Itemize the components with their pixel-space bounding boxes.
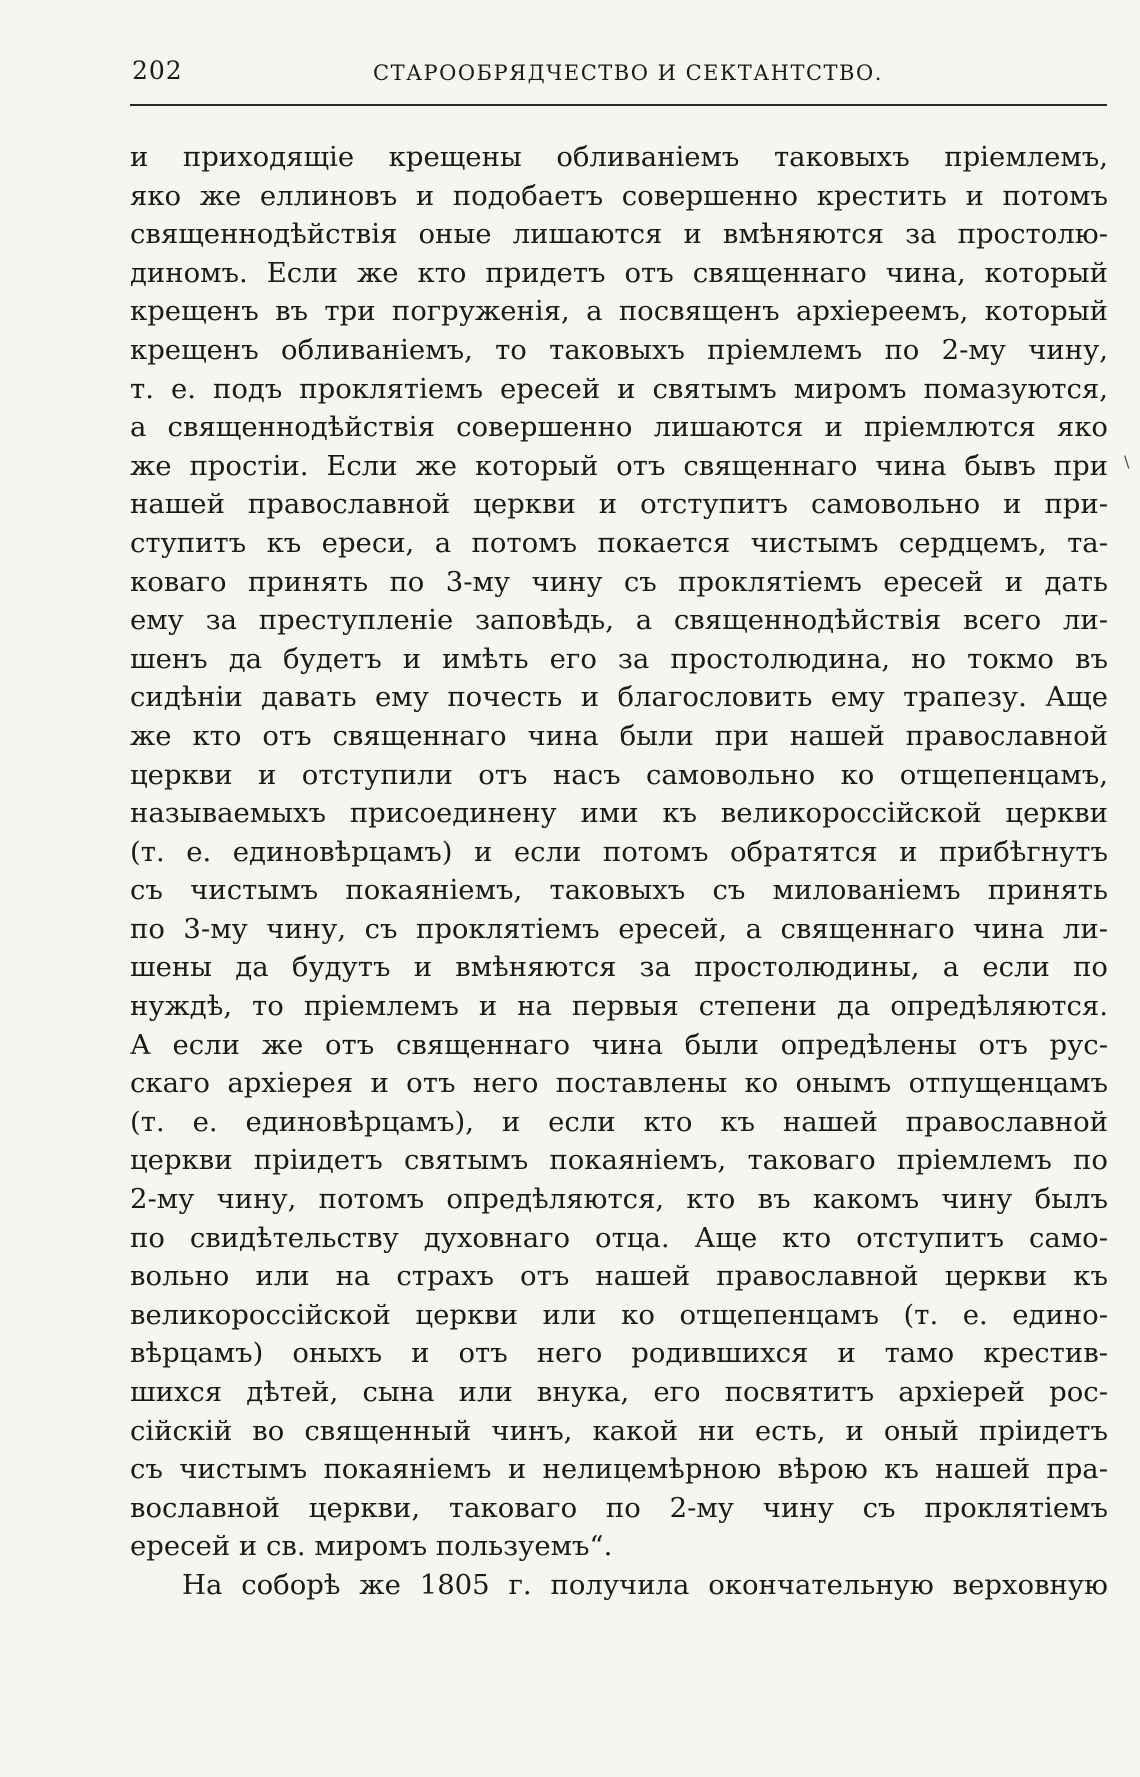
text-line: шены да будутъ и вмѣняются за простолюдины, а если по: [130, 951, 1108, 984]
text-line: нашей православной церкви и отступитъ самовольно и при-: [130, 488, 1108, 521]
text-line: крещенъ въ три погруженія, а посвященъ архіереемъ, который: [130, 295, 1108, 328]
text-line: вославной церкви, таковаго по 2-му чину съ проклятіемъ: [130, 1491, 1108, 1524]
text-line: съ чистымъ покаяніемъ и нелицемѣрною вѣрою къ нашей пра-: [130, 1453, 1108, 1486]
margin-tick-mark: \: [1124, 452, 1130, 471]
text-line-paragraph-start: На соборѣ же 1805 г. получила окончательную верховную: [182, 1568, 1108, 1601]
text-line: съ чистымъ покаяніемъ, таковыхъ съ милованіемъ принять: [130, 874, 1108, 907]
text-line: коваго принять по 3-му чину съ проклятіемъ ересей и дать: [130, 565, 1108, 598]
text-line: называемыхъ присоединену ими къ великороссійской церкви: [130, 797, 1108, 830]
body-text: [130, 138, 1108, 1605]
running-title: СТАРООБРЯДЧЕСТВО И СЕКТАНТСТВО.: [373, 61, 883, 85]
text-line: ступитъ къ ереси, а потомъ покается чистымъ сердцемъ, та-: [130, 526, 1108, 559]
text-line: яко же еллиновъ и подобаетъ совершенно крестить и потомъ: [130, 179, 1108, 212]
text-line: вольно или на страхъ отъ нашей православной церкви къ: [130, 1260, 1108, 1293]
text-line: нуждѣ, то пріемлемъ и на первыя степени да опредѣляются.: [130, 990, 1108, 1023]
text-line: шихся дѣтей, сына или внука, его посвятитъ архіерей рос-: [130, 1376, 1108, 1408]
text-line: сійскій во священный чинъ, какой ни есть, и оный пріидетъ: [130, 1414, 1108, 1447]
text-line: же кто отъ священнаго чина были при нашей православной: [130, 719, 1108, 752]
text-line: (т. е. единовѣрцамъ) и если потомъ обратятся и прибѣгнутъ: [130, 835, 1108, 868]
text-line: (т. е. единовѣрцамъ), и если кто къ нашей православной: [130, 1105, 1108, 1138]
text-line: шенъ да будетъ и имѣть его за простолюдина, но токмо въ: [130, 642, 1108, 675]
text-line: по 3-му чину, съ проклятіемъ ересей, а священнаго чина ли-: [130, 912, 1108, 945]
text-line: диномъ. Если же кто придетъ отъ священнаго чина, который: [130, 256, 1108, 289]
text-line: т. е. подъ проклятіемъ ересей и святымъ миромъ помазуются,: [130, 372, 1108, 405]
page-number: 202: [132, 56, 183, 85]
header-rule: [130, 104, 1107, 106]
text-line: и приходящіе крещены обливаніемъ таковыхъ пріемлемъ,: [130, 141, 1108, 173]
text-line: же простіи. Если же который отъ священнаго чина бывъ при: [130, 449, 1108, 482]
text-line: великороссійской церкви или ко отщепенцамъ (т. е. едино-: [130, 1298, 1108, 1331]
running-head: [128, 56, 1108, 100]
text-line: вѣрцамъ) оныхъ и отъ него родившихся и тамо крестив-: [130, 1337, 1108, 1370]
text-line: крещенъ обливаніемъ, то таковыхъ пріемлемъ по 2-му чину,: [130, 333, 1108, 366]
text-line: 2-му чину, потомъ опредѣляются, кто въ какомъ чину былъ: [130, 1183, 1108, 1216]
text-line: А если же отъ священнаго чина были опредѣлены отъ рус-: [130, 1028, 1108, 1061]
text-line: по свидѣтельству духовнаго отца. Аще кто отступитъ само-: [130, 1221, 1108, 1254]
text-line: церкви пріидетъ святымъ покаяніемъ, таковаго пріемлемъ по: [130, 1144, 1108, 1177]
text-line: скаго архіерея и отъ него поставлены ко онымъ отпущенцамъ: [130, 1067, 1108, 1100]
text-line: сидѣніи давать ему почесть и благословить ему трапезу. Аще: [130, 681, 1108, 714]
text-line: ему за преступленіе заповѣдь, а священнодѣйствія всего ли-: [130, 604, 1108, 637]
text-line: а священнодѣйствія совершенно лишаются и пріемлются яко: [130, 411, 1108, 444]
text-line: церкви и отступили отъ насъ самовольно ко отщепенцамъ,: [130, 758, 1108, 791]
text-line-paragraph-end: ересей и св. миромъ пользуемъ“.: [130, 1530, 613, 1563]
text-line: священнодѣйствія оные лишаются и вмѣняются за простолю-: [130, 218, 1108, 251]
